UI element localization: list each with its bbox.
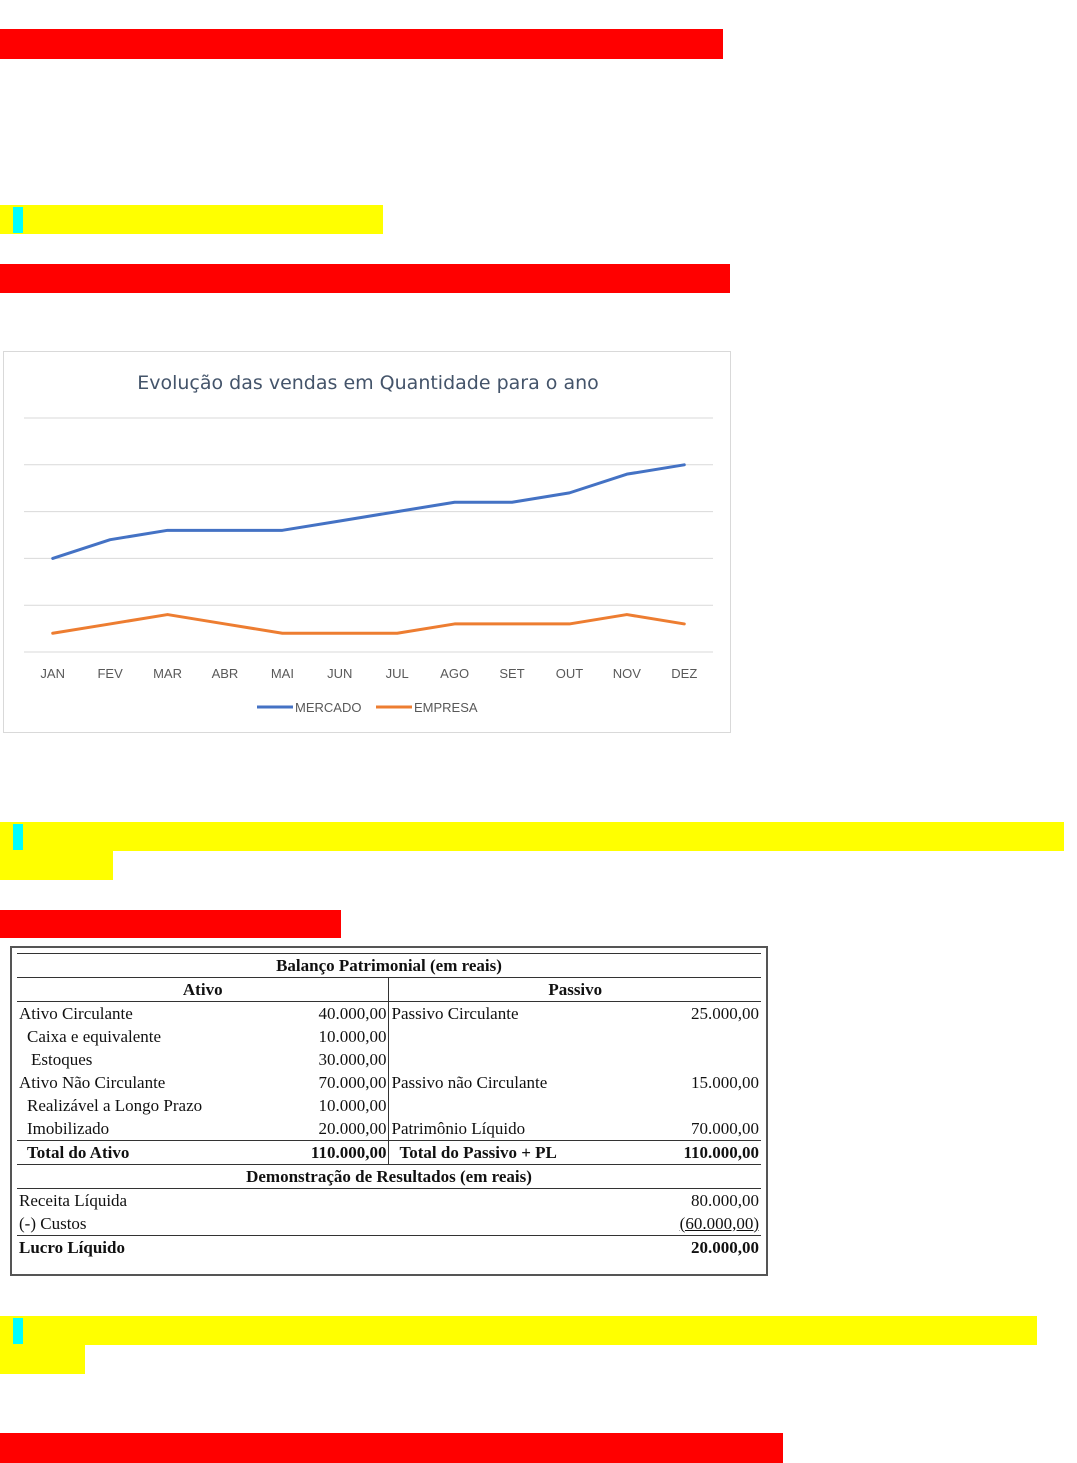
row-label: Realizável a Longo Prazo: [27, 1095, 203, 1115]
table-row: [17, 1002, 761, 1026]
receita-label: Receita Líquida: [19, 1190, 128, 1210]
highlighted-text-bar: [0, 205, 383, 234]
highlighted-text-bar: [0, 1316, 1037, 1345]
series-line-empresa: [53, 615, 685, 634]
x-tick-label: JUN: [327, 666, 353, 681]
legend-label: EMPRESA: [414, 700, 478, 715]
ativo-header: Ativo: [17, 978, 389, 1002]
redacted-text-bar: [0, 910, 341, 938]
row-label: Estoques: [31, 1049, 93, 1069]
row-value: 40.000,00: [285, 1002, 389, 1026]
row-value: 10.000,00: [285, 1094, 389, 1117]
total-ativo-label: Total do Ativo: [17, 1141, 285, 1165]
row-label: Ativo Não Circulante: [19, 1072, 166, 1092]
redacted-text-bar: [0, 1433, 783, 1463]
table-row: [17, 1094, 761, 1117]
row-value: 70.000,00: [691, 1118, 759, 1138]
table-row: [17, 1048, 761, 1071]
row-label: Patrimônio Líquido: [391, 1118, 526, 1138]
totals-row: [17, 1141, 761, 1165]
table-row: [17, 1025, 761, 1048]
balance-title: Balanço Patrimonial (em reais): [17, 954, 761, 978]
cursor-marker: [13, 824, 23, 850]
row-label: [389, 1025, 657, 1048]
table-row: [17, 1189, 761, 1213]
total-passivo-value: 110.000,00: [657, 1141, 761, 1165]
x-tick-label: MAI: [270, 666, 294, 681]
lucro-value: 20.000,00: [657, 1236, 761, 1260]
row-value: [657, 1094, 761, 1117]
redacted-text-bar: [0, 264, 730, 293]
x-tick-label: NOV: [612, 666, 641, 681]
row-value: 10.000,00: [285, 1025, 389, 1048]
row-label: Passivo não Circulante: [391, 1072, 548, 1092]
dre-title: Demonstração de Resultados (em reais): [17, 1165, 761, 1189]
custos-value: (60.000,00): [679, 1213, 759, 1233]
x-tick-label: MAR: [153, 666, 182, 681]
highlighted-text-bar: [0, 851, 113, 880]
x-tick-label: AGO: [440, 666, 470, 681]
row-value: 70.000,00: [285, 1071, 389, 1094]
x-tick-label: SET: [499, 666, 525, 681]
row-value: 15.000,00: [691, 1072, 759, 1092]
balance-sheet-image: [10, 946, 768, 1276]
table-row: [17, 1117, 761, 1141]
row-label: Imobilizado: [27, 1118, 110, 1138]
row-label: [389, 1048, 657, 1071]
table-row: [17, 1212, 761, 1236]
x-tick-label: JAN: [40, 666, 65, 681]
x-tick-label: DEZ: [671, 666, 698, 681]
row-label: [389, 1094, 657, 1117]
total-passivo-label: Total do Passivo + PL: [389, 1141, 657, 1165]
row-value: 25.000,00: [691, 1003, 759, 1023]
passivo-header: Passivo: [389, 978, 761, 1002]
row-value: [657, 1025, 761, 1048]
x-tick-label: ABR: [211, 666, 239, 681]
chart-canvas: [4, 352, 730, 732]
cursor-marker: [13, 1318, 23, 1344]
custos-label: (-) Custos: [19, 1213, 87, 1233]
row-label: Caixa e equivalente: [27, 1026, 162, 1046]
receita-value: 80.000,00: [691, 1190, 759, 1210]
cursor-marker: [13, 207, 23, 233]
highlighted-text-bar: [0, 1345, 85, 1374]
row-value: [657, 1048, 761, 1071]
total-ativo-value: 110.000,00: [285, 1141, 389, 1165]
sales-chart: [3, 351, 731, 733]
row-label: Ativo Circulante: [19, 1003, 133, 1023]
x-tick-label: JUL: [385, 666, 409, 681]
x-tick-label: OUT: [555, 666, 584, 681]
row-label: Passivo Circulante: [391, 1003, 519, 1023]
legend-label: MERCADO: [295, 700, 362, 715]
table-row: [17, 1071, 761, 1094]
row-value: 20.000,00: [285, 1117, 389, 1141]
table-row: [17, 1236, 761, 1260]
x-tick-label: FEV: [97, 666, 123, 681]
chart-title: Evolução das vendas em Quantidade para o ano: [137, 372, 599, 394]
row-value: 30.000,00: [285, 1048, 389, 1071]
redacted-text-bar: [0, 29, 723, 59]
balance-sheet-table: [17, 953, 761, 1259]
lucro-label: Lucro Líquido: [17, 1236, 657, 1260]
highlighted-text-bar: [0, 822, 1064, 851]
